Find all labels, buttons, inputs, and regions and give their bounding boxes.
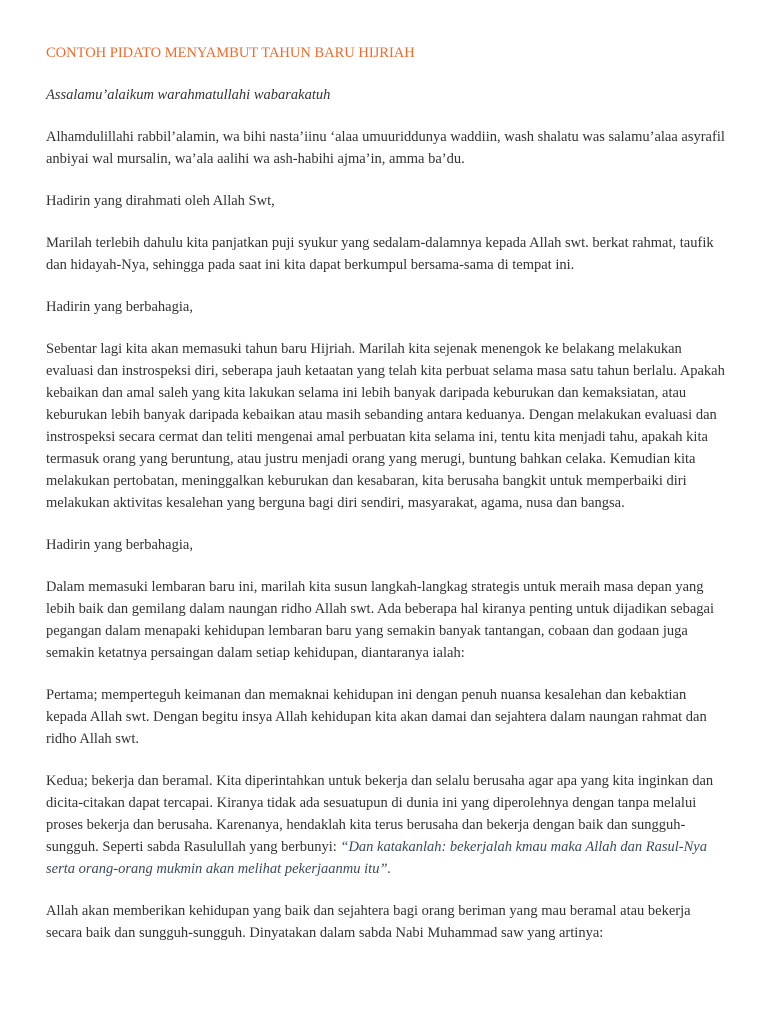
paragraph-pertama: Pertama; memperteguh keimanan dan memaknai kehidupan ini dengan penuh nuansa kesalehan dan kebaktian kepada Allah swt. Dengan begitu insya Allah kehidupan kita akan damai dan sejahtera dalam naungan rahmat dan ridho Allah swt. <box>46 687 707 747</box>
paragraph-greeting-2: Hadirin yang berbahagia, <box>46 299 193 315</box>
paragraph-gratitude: Marilah terlebih dahulu kita panjatkan puji syukur yang sedalam-dalamnya kepada Allah swt. berkat rahmat, taufik dan hidayah-Nya, sehingga pada saat ini kita dapat berkumpul bersama-sama di tempat ini. <box>46 235 714 273</box>
paragraph-opening-praise: Alhamdulillahi rabbil’alamin, wa bihi nasta’iinu ‘alaa umuuriddunya waddiin, wash shalatu was salamu’alaa asyrafil anbiyai wal mursalin, wa’ala aalihi wa ash-habihi ajma’in, amma ba’du. <box>46 129 725 167</box>
kedua-text: Kedua; bekerja dan beramal. Kita diperintahkan untuk bekerja dan selalu berusaha agar apa yang kita inginkan dan dicita-citakan dapat tercapai. Kiranya tidak ada sesuatupun di dunia ini yang diperolehnya dengan tanpa melalui proses bekerja dan berusaha. Karenanya, hendaklah kita terus berusaha dan bekerja dengan baik dan sungguh-sungguh. Seperti sabda Rasulullah yang berbunyi: <box>46 773 714 855</box>
opening-salam: Assalamu’alaikum warahmatullahi wabarakatuh <box>46 87 331 103</box>
paragraph-closing: Allah akan memberikan kehidupan yang baik dan sejahtera bagi orang beriman yang mau beramal atau bekerja secara baik dan sungguh-sungguh. Dinyatakan dalam sabda Nabi Muhammad saw yang artinya: <box>46 903 691 941</box>
paragraph-greeting-1: Hadirin yang dirahmati oleh Allah Swt, <box>46 193 275 209</box>
document-title: CONTOH PIDATO MENYAMBUT TAHUN BARU HIJRIAH <box>46 45 415 61</box>
hadith-quote: “Dan katakanlah: bekerjalah kmau maka Allah dan Rasul-Nya serta orang-orang mukmin akan melihat pekerjaanmu itu”. <box>46 839 707 877</box>
paragraph-strategy: Dalam memasuki lembaran baru ini, marilah kita susun langkah-langkag strategis untuk meraih masa depan yang lebih baik dan gemilang dalam naungan ridho Allah swt. Ada beberapa hal kiranya penting untuk dijadikan sebagai pegangan dalam menapaki kehidupan lembaran baru yang semakin banyak tantangan, cobaan dan godaan juga semakin ketatnya persaingan dalam setiap kehidupan, diantaranya ialah: <box>46 579 715 661</box>
paragraph-kedua <box>46 770 728 880</box>
paragraph-evaluation: Sebentar lagi kita akan memasuki tahun baru Hijriah. Marilah kita sejenak menengok ke belakang melakukan evaluasi dan instrospeksi diri, seberapa jauh ketaatan yang telah kita perbuat selama masa satu tahun berlalu. Apakah kebaikan dan amal saleh yang kita lakukan selama ini lebih banyak daripada keburukan dan kemaksiatan, atau keburukan lebih banyak daripada kebaikan atau masih sebanding antara keduanya. Dengan melakukan evaluasi dan instrospeksi secara cermat dan teliti mengenai amal perbuatan kita selama ini, tentu kita menjadi tahu, apakah kita termasuk orang yang beruntung, atau justru menjadi orang yang merugi, buntung bahkan celaka. Kemudian kita melakukan pertobatan, meninggalkan keburukan dan kesabaran, kita berusaha bangkit untuk memperbaiki diri melakukan aktivitas kesalehan yang berguna bagi diri sendiri, masyarakat, agama, nusa dan bangsa. <box>46 341 725 511</box>
paragraph-greeting-3: Hadirin yang berbahagia, <box>46 537 193 553</box>
